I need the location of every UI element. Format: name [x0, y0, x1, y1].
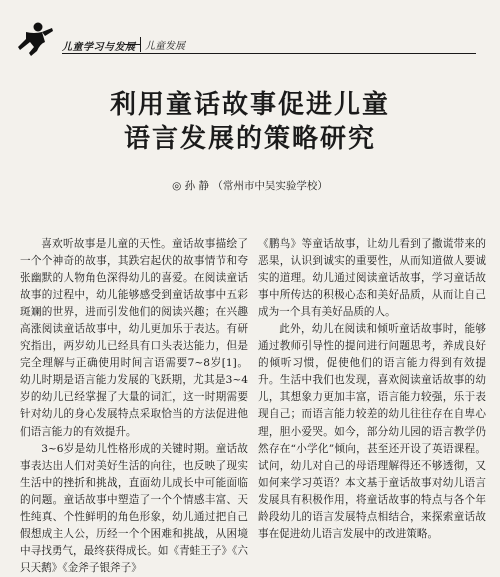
journal-name: 儿童学习与发展: [62, 42, 136, 53]
body-column-left: [20, 236, 248, 577]
page-header: [0, 0, 500, 62]
body-column-right: [258, 236, 486, 543]
header-separator: [124, 44, 140, 45]
header-rule: [62, 53, 476, 54]
paragraph: 3~6岁是幼儿性格形成的关键时期。童话故事表达出人们对美好生活的向往，也反映了现实生活中的挫折和挑战，直面幼儿成长中可能面临的问题。童话故事中塑造了一个个情感丰富、天性纯真、个性鲜明的角色形象，幼儿通过把自己假想成主人公，历经一个个困难和挑战，从困境中寻找勇气，最终获得成长。如《青蛙王子》《六只天鹅》《金斧子银斧子》: [20, 442, 248, 574]
paragraph: 喜欢听故事是儿童的天性。童话故事描绘了一个个神奇的故事，其跌宕起伏的故事情节和夸张幽默的人物角色深得幼儿的喜爱。在阅读童话故事的过程中，幼儿能够感受到童话故事中五彩斑斓的世界，进而引发他们的阅读兴趣；在兴趣高涨阅读童话故事中，幼儿更加乐于表达。有研究指出，两岁幼儿已经具有口头表达能力，但是完全理解与正确使用时间言语需要7~8岁[1]。幼儿时期是语言能力发展的飞跃期，尤其是3~4岁的幼儿已经掌握了大量的词汇，这一时期需要针对幼儿的身心发展特点采取恰当的方法促进他们语言能力的有效提升。: [20, 238, 248, 438]
author-line: ◎ 孙 静 （常州市中吴实验学校）: [172, 180, 328, 192]
article-title-line-1: 利用童话故事促进儿童: [109, 90, 390, 120]
running-figure-logo-icon: [12, 20, 62, 58]
paragraph: 此外，幼儿在阅读和倾听童话故事时，能够通过教师引导性的提问进行问题思考，养成良好的倾听习惯，促使他们的语言能力得到有效提升。生活中我们也发现，喜欢阅读童话故事的幼儿，其想象力更加丰富，语言能力较强，乐于表现自己；而语言能力较差的幼儿往往存在自卑心理，胆小爱哭。如今，部分幼儿园的语言教学仍然存在“小学化”倾向，甚至还开设了英语课程。试问，幼儿对自己的母语理解得还不够透彻，又如何来学习英语？本文基于童话故事对幼儿语言发展具有积极作用，将童话故事的特点与各个年龄段幼儿的语言发展特点相结合，来探索童话故事在促进幼儿语言发展中的改进策略。: [258, 323, 486, 540]
section-tag: 儿童发展: [140, 37, 189, 52]
paragraph: 《鹏鸟》等童话故事，让幼儿看到了撒谎带来的恶果，认识到诚实的重要性，从而知道做人要诚实的道理。幼儿通过阅读童话故事，学习童话故事中所传达的积极心态和美好品质，从而让自己成为一个具有美好品质的人。: [258, 238, 486, 319]
article-title-line-2: 语言发展的策略研究: [123, 124, 376, 154]
